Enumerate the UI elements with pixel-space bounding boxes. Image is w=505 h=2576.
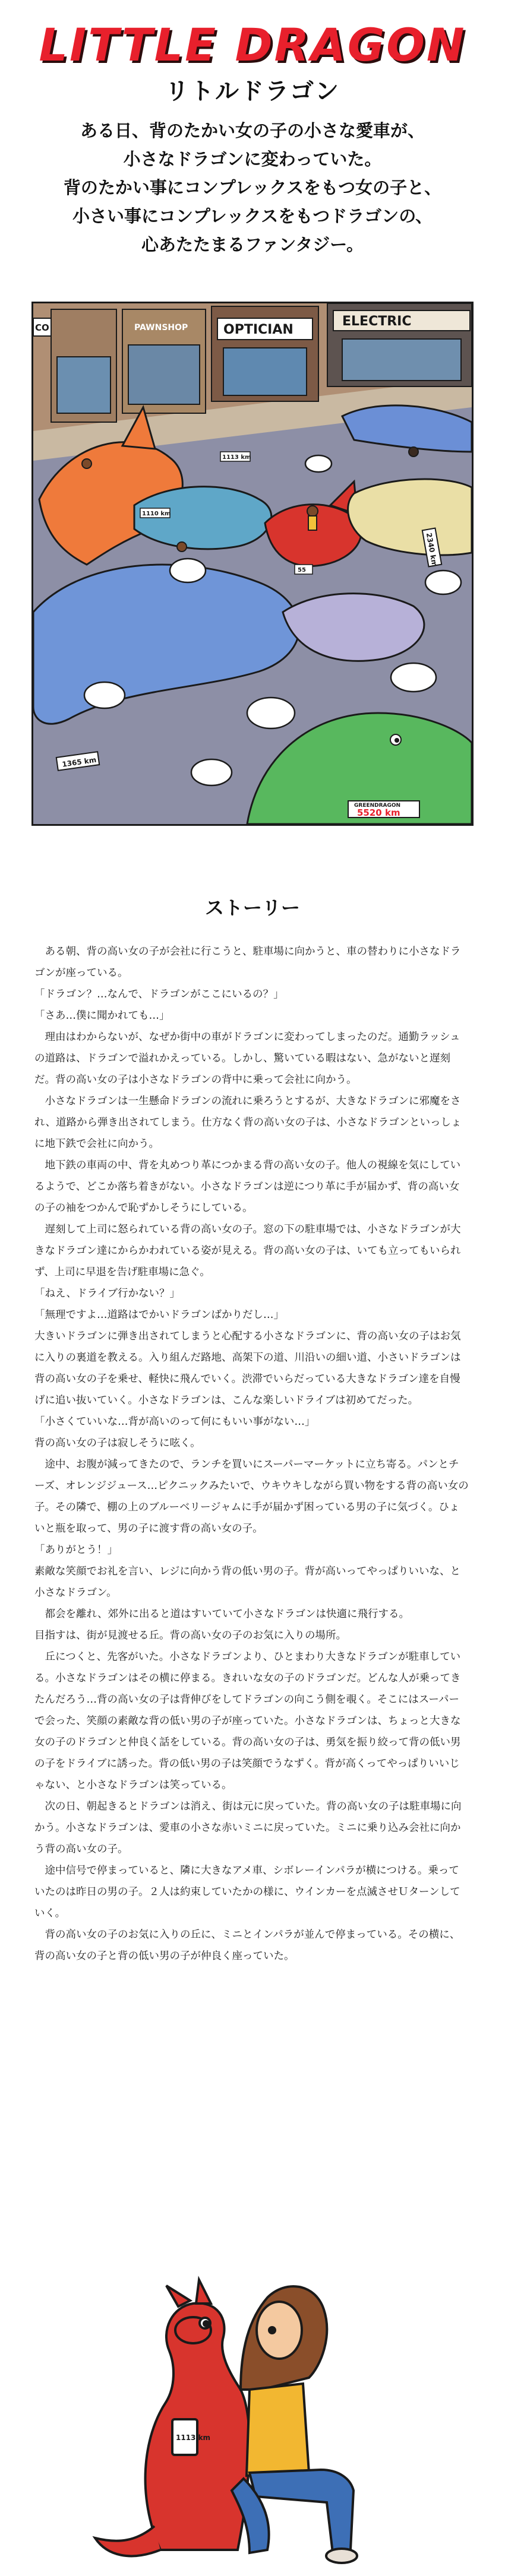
story-body (34, 941, 469, 1967)
story-heading: ストーリー (204, 896, 300, 919)
story-paragraph: 遅刻して上司に怒られている背の高い女の子。窓の下の駐車場では、小さなドラゴンが大きなドラゴン達にからかわれている姿が見える。背の高い女の子は、いても立ってもいられず、上司に早退を告げ駐車場に急ぐ。 (34, 1224, 461, 1278)
girl-and-dragon-illustration (71, 2241, 380, 2574)
price-tag: 1113 km (222, 454, 251, 461)
story-paragraph: 丘につくと、先客がいた。小さなドラゴンより、ひとまわり大きなドラゴンが駐車している。小さなドラゴンはその横に停まる。きれいな女の子のドラゴンだ。どんな人が乗ってきたんだろう…背の高い女の子は背伸びをしてドラゴンの向こう側を覗く。そこにはスーパーで会った、笑顔の素敵な背の低い男の子が座っていた。小さなドラゴンは、ちょっと大きな女の子のドラゴンと仲良く話をしている。背の高い女の子は、勇気を振り絞って背の低い男の子をドライブに誘った。背の低い男の子は笑顔でうなずく。背が高くってやっぱりいいじゃない、と小さなドラゴンは笑っている。 (34, 1651, 461, 1791)
red-dragon-figure (95, 2280, 250, 2556)
story-paragraph: 次の日、朝起きるとドラゴンは消え、街は元に戻っていた。背の高い女の子は駐車場に向かう。小さなドラゴンは、愛車の小さな赤いミニに戻っていた。ミニに乗り込み会社に向かう背の高い女の子。 (34, 1801, 462, 1855)
tagline-line: 背のたかい事にコンプレックスをもつ女の子と、 (63, 178, 442, 198)
price-tag: 5520 km (357, 807, 400, 818)
sign-electric: ELECTRIC (342, 314, 412, 329)
girl-figure (232, 2286, 357, 2563)
story-paragraph: 背の高い女の子のお気に入りの丘に、ミニとインパラが並んで停まっている。その横に、背の高い女の子と背の低い男の子が仲良く座っていた。 (34, 1929, 460, 1962)
story-paragraph: 「ありがとう！」 (34, 1544, 118, 1556)
dragon-traffic-illustration (31, 302, 474, 826)
price-tag: 55 (298, 567, 306, 573)
story-paragraph: 小さなドラゴンは一生懸命ドラゴンの流れに乗ろうとするが、大きなドラゴンに邪魔をされ、道路から弾き出されてしまう。仕方なく背の高い女の子は、小さなドラゴンといっしょに地下鉄で会社に向かう。 (34, 1095, 462, 1150)
sign-co: CO (35, 322, 49, 333)
sign-pawnshop: PAWNSHOP (134, 323, 188, 332)
sign-optician: OPTICIAN (223, 322, 293, 337)
story-paragraph: 「無理ですよ…道路はでかいドラゴンばかりだし…」 (34, 1309, 284, 1321)
tagline-line: 心あたたまるファンタジー。 (141, 235, 364, 255)
story-paragraph: 「ねえ、ドライブ行かない？」 (34, 1288, 180, 1300)
story-paragraph: 途中信号で停まっていると、隣に大きなアメ車、シボレーインパラが横につける。乗っていたのは昨日の男の子。２人は約束していたかの様に、ウインカーを点滅させＵターンしていく。 (34, 1865, 460, 1919)
dragon-tag: 1113 km (176, 2434, 211, 2442)
story-paragraph: 大きいドラゴンに弾き出されてしまうと心配する小さなドラゴンに、背の高い女の子はお気に入りの裏道を教える。入り組んだ路地、高架下の道、川沿いの細い道、小さいドラゴンは背の高い女の子を乗せ、軽快に飛んでいく。渋滞でいらだっている大きなドラゴン達を自慢げに追い抜いていく。小さなドラゴンは、こんな楽しいドライブは初めてだった。 (34, 1330, 461, 1406)
story-paragraph: 理由はわからないが、なぜか街中の車がドラゴンに変わってしまったのだ。通勤ラッシュの道路は、ドラゴンで溢れかえっている。しかし、驚いている暇はない、急がないと遅刻だ。背の高い女の子は小さなドラゴンの背中に乗って会社に向かう。 (34, 1031, 460, 1086)
sign-greendragon: GREENDRAGON (354, 803, 401, 809)
tagline-line: 小さなドラゴンに変わっていた。 (123, 149, 382, 169)
price-tag: 1110 km (142, 511, 171, 517)
price-tag: 1365 km (61, 755, 97, 769)
story-paragraph: 「さあ…僕に聞かれても…」 (34, 1010, 170, 1022)
tagline-line: ある日、背のたかい女の子の小さな愛車が、 (80, 121, 425, 141)
tagline (36, 116, 469, 259)
story-paragraph: 「小さくていいな…背が高いのって何にもいい事がない…」 (34, 1416, 315, 1428)
page-title: LITTLE DRAGON (39, 18, 466, 71)
story-paragraph: 素敵な笑顔でお礼を言い、レジに向かう背の低い男の子。背が高いってやっぱりいいな、と小さなドラゴン。 (34, 1566, 461, 1599)
story-paragraph: 背の高い女の子は寂しそうに呟く。 (34, 1437, 201, 1449)
tagline-line: 小さい事にコンプレックスをもつドラゴンの、 (72, 206, 433, 226)
price-tag: 2340 km (424, 532, 439, 568)
story-paragraph: 目指すは、街が見渡せる丘。背の高い女の子のお気に入りの場所。 (34, 1630, 346, 1642)
story-paragraph: 地下鉄の車両の中、背を丸めつり革につかまる背の高い女の子。他人の視線を気にしているようで、どこか落ち着きがない。小さなドラゴンは逆につり革に手が届かず、背の高い女の子の袖をつかんで恥ずかしそうにしている。 (34, 1159, 461, 1214)
story-paragraph: 途中、お腹が減ってきたので、ランチを買いにスーパーマーケットに立ち寄る。パンとチーズ、オレンジジュース…ピクニックみたいで、ウキウキしながら買い物をする背の高い女の子。その隣で、棚の上のブルーベリージャムに手が届かず困っている男の子に気づく。ひょいと瓶を取って、男の子に渡す背の高い女の子。 (34, 1459, 469, 1535)
story-paragraph: 「ドラゴン？…なんで、ドラゴンがここにいるの？」 (34, 988, 284, 1000)
story-paragraph: 都会を離れ、郊外に出ると道はすいていて小さなドラゴンは快適に飛行する。 (45, 1608, 410, 1620)
page-subtitle: リトルドラゴン (165, 78, 340, 105)
story-paragraph: ある朝、背の高い女の子が会社に行こうと、駐車場に向かうと、車の替わりに小さなドラゴンが座っている。 (34, 946, 461, 979)
